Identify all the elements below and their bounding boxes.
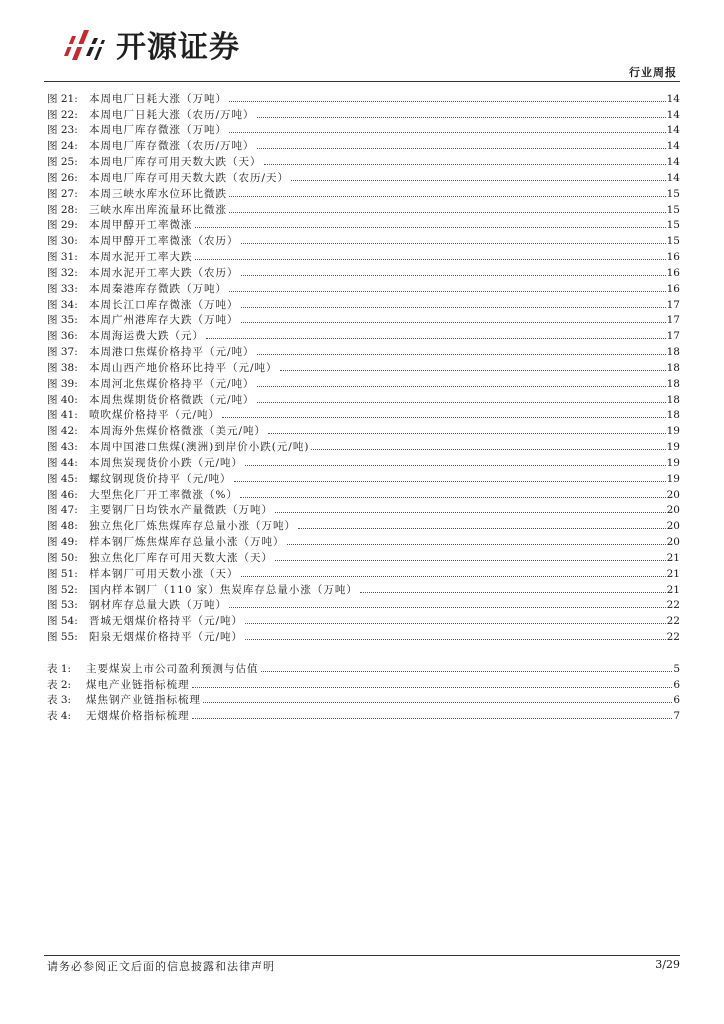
toc-leader-dots [264, 163, 666, 165]
toc-entry-title: 螺纹钢现货价持平（元/吨） [89, 472, 232, 485]
toc-entry-title: 本周甲醇开工率微涨（农历） [89, 235, 239, 248]
toc-entry[interactable] [47, 295, 680, 311]
toc-leader-dots [257, 147, 666, 149]
toc-entry-page: 6 [673, 694, 680, 707]
toc-entry[interactable] [47, 691, 680, 707]
toc-entry-title: 国内样本钢厂（110 家）焦炭库存总量小涨（万吨） [89, 583, 358, 596]
toc-entry-label: 图 37: [47, 346, 78, 359]
toc-entry-label: 图 47: [47, 504, 78, 517]
toc-entry[interactable] [47, 469, 680, 485]
toc-entry-title: 本周河北焦煤价格持平（元/吨） [89, 377, 255, 390]
toc-entry-label: 表 2: [47, 678, 72, 691]
toc-entry[interactable] [47, 263, 680, 279]
toc-entry[interactable] [47, 342, 680, 358]
toc-entry[interactable] [47, 706, 680, 722]
footer-disclaimer: 请务必参阅正文后面的信息披露和法律声明 [47, 960, 275, 973]
header-divider [44, 81, 680, 82]
toc-entry-page: 14 [666, 140, 680, 153]
toc-entry-title: 喷吹煤价格持平（元/吨） [89, 409, 221, 422]
toc-entry-label: 图 28: [47, 203, 78, 216]
toc-leader-dots [257, 385, 666, 387]
toc-entry-page: 5 [673, 662, 680, 675]
toc-entry-label: 图 53: [47, 599, 78, 612]
toc-entry-label: 图 26: [47, 171, 78, 184]
toc-leader-dots [268, 432, 666, 434]
toc-entry-label: 图 30: [47, 235, 78, 248]
toc-entry-label: 图 36: [47, 330, 78, 343]
toc-entry-page: 22 [666, 615, 680, 628]
toc-leader-dots [195, 258, 666, 260]
toc-entry[interactable] [47, 627, 680, 643]
toc-entry-label: 图 38: [47, 361, 78, 374]
toc-entry-label: 图 27: [47, 187, 78, 200]
toc-entry-page: 19 [666, 441, 680, 454]
toc-entry[interactable] [47, 406, 680, 422]
toc-entry-page: 18 [666, 377, 680, 390]
toc-entry-title: 样本钢厂可用天数小涨（天） [89, 567, 239, 580]
toc-entry-title: 本周水泥开工率大跌（农历） [89, 266, 239, 279]
toc-entry-title: 本周电厂库存可用天数大跌（天） [89, 156, 262, 169]
toc-leader-dots [192, 717, 673, 719]
toc-entry[interactable] [47, 516, 680, 532]
toc-entry-label: 图 40: [47, 393, 78, 406]
toc-entry-title: 本周港口焦煤价格持平（元/吨） [89, 346, 255, 359]
toc-entry-title: 主要煤炭上市公司盈利预测与估值 [86, 662, 259, 675]
toc-entry-label: 图 45: [47, 472, 78, 485]
toc-entry-title: 本周电厂库存微涨（农历/万吨） [89, 140, 255, 153]
toc-entry-title: 本周焦炭现货价小跌（元/吨） [89, 456, 244, 469]
toc-leader-dots [245, 638, 666, 640]
toc-entry-page: 15 [666, 219, 680, 232]
toc-entry-label: 图 54: [47, 615, 78, 628]
toc-entry[interactable] [47, 453, 680, 469]
toc-entry-page: 6 [673, 678, 680, 691]
toc-leader-dots [229, 131, 666, 133]
toc-entry-title: 本周水泥开工率大跌 [89, 251, 193, 264]
toc-entry[interactable] [47, 121, 680, 137]
toc-leader-dots [257, 353, 666, 355]
toc-entry[interactable] [47, 390, 680, 406]
toc-entry-page: 16 [666, 266, 680, 279]
toc-leader-dots [229, 211, 666, 213]
toc-entry[interactable] [47, 358, 680, 374]
toc-entry-page: 16 [666, 282, 680, 295]
toc-leader-dots [229, 606, 666, 608]
toc-leader-dots [206, 337, 666, 339]
toc-leader-dots [229, 195, 666, 197]
toc-entry-label: 图 52: [47, 583, 78, 596]
table-toc [47, 659, 680, 722]
toc-entry-title: 煤电产业链指标梳理 [86, 678, 190, 691]
toc-entry-label: 图 33: [47, 282, 78, 295]
toc-entry-label: 图 21: [47, 92, 78, 105]
toc-entry[interactable] [47, 501, 680, 517]
toc-leader-dots [298, 527, 666, 529]
toc-entry-label: 图 34: [47, 298, 78, 311]
brand-logo [62, 24, 240, 64]
toc-entry-page: 7 [673, 710, 680, 723]
toc-leader-dots [241, 321, 666, 323]
footer-divider [44, 955, 680, 956]
toc-entry-page: 14 [666, 156, 680, 169]
toc-entry-title: 本周山西产地价格环比持平（元/吨） [89, 361, 278, 374]
toc-entry-label: 图 43: [47, 441, 78, 454]
toc-entry[interactable] [47, 675, 680, 691]
toc-entry[interactable] [47, 200, 680, 216]
toc-leader-dots [203, 701, 672, 703]
toc-entry-page: 20 [666, 488, 680, 501]
toc-entry[interactable] [47, 216, 680, 232]
toc-entry-title: 独立焦化厂库存可用天数大涨（天） [89, 551, 273, 564]
toc-leader-dots [192, 686, 673, 688]
toc-entry-title: 样本钢厂炼焦煤库存总量小涨（万吨） [89, 536, 285, 549]
toc-leader-dots [287, 543, 666, 545]
toc-entry-label: 表 1: [47, 662, 72, 675]
toc-entry-title: 本周电厂日耗大涨（农历/万吨） [89, 108, 255, 121]
toc-entry-label: 图 24: [47, 140, 78, 153]
toc-entry-page: 22 [666, 630, 680, 643]
toc-entry-title: 本周甲醇开工率微涨 [89, 219, 193, 232]
toc-entry-label: 图 32: [47, 266, 78, 279]
toc-entry-page: 21 [666, 583, 680, 596]
toc-entry-page: 21 [666, 551, 680, 564]
toc-entry-title: 本周秦港库存微跌（万吨） [89, 282, 227, 295]
toc-entry-page: 14 [666, 108, 680, 121]
toc-leader-dots [311, 448, 665, 450]
toc-entry-label: 图 55: [47, 630, 78, 643]
toc-leader-dots [360, 591, 666, 593]
toc-leader-dots [245, 622, 666, 624]
toc-entry[interactable] [47, 532, 680, 548]
toc-entry-page: 15 [666, 187, 680, 200]
brand-name: 开源证券 [116, 30, 240, 65]
toc-entry-title: 本周海外焦煤价格微涨（美元/吨） [89, 425, 267, 438]
toc-entry-label: 图 23: [47, 124, 78, 137]
toc-leader-dots [275, 559, 666, 561]
toc-entry[interactable] [47, 421, 680, 437]
toc-entry-page: 17 [666, 314, 680, 327]
toc-entry-title: 独立焦化厂炼焦煤库存总量小涨（万吨） [89, 520, 296, 533]
toc-entry-title: 本周三峡水库水位环比微跌 [89, 187, 227, 200]
toc-entry[interactable] [47, 326, 680, 342]
toc-entry-page: 18 [666, 409, 680, 422]
toc-entry-page: 19 [666, 456, 680, 469]
toc-entry-page: 19 [666, 472, 680, 485]
toc-leader-dots [229, 290, 666, 292]
toc-entry[interactable] [47, 105, 680, 121]
toc-leader-dots [261, 670, 673, 672]
toc-entry[interactable] [47, 311, 680, 327]
toc-entry-title: 无烟煤价格指标梳理 [86, 710, 190, 723]
toc-entry[interactable] [47, 580, 680, 596]
toc-entry[interactable] [47, 231, 680, 247]
toc-entry-label: 图 49: [47, 536, 78, 549]
toc-entry-page: 18 [666, 361, 680, 374]
toc-leader-dots [234, 480, 666, 482]
toc-leader-dots [195, 226, 666, 228]
toc-entry-label: 图 41: [47, 409, 78, 422]
toc-entry-page: 14 [666, 92, 680, 105]
toc-entry[interactable] [47, 136, 680, 152]
toc-entry-title: 钢材库存总量大跌（万吨） [89, 599, 227, 612]
toc-entry-page: 20 [666, 520, 680, 533]
toc-entry-label: 图 42: [47, 425, 78, 438]
toc-leader-dots [241, 306, 666, 308]
toc-entry-label: 表 3: [47, 694, 72, 707]
toc-entry-label: 图 39: [47, 377, 78, 390]
toc-entry-title: 煤焦钢产业链指标梳理 [86, 694, 201, 707]
toc-entry-title: 本周电厂日耗大涨（万吨） [89, 92, 227, 105]
toc-entry[interactable] [47, 168, 680, 184]
toc-entry-title: 本周焦煤期货价格微跌（元/吨） [89, 393, 255, 406]
toc-entry-page: 14 [666, 171, 680, 184]
toc-entry-title: 本周电厂库存可用天数大跌（农历/天） [89, 171, 290, 184]
toc-entry-title: 本周长江口库存微涨（万吨） [89, 298, 239, 311]
toc-leader-dots [241, 575, 666, 577]
toc-entry-page: 17 [666, 330, 680, 343]
toc-entry-label: 图 50: [47, 551, 78, 564]
toc-entry-label: 图 35: [47, 314, 78, 327]
toc-entry-page: 14 [666, 124, 680, 137]
toc-entry-page: 21 [666, 567, 680, 580]
toc-entry-page: 22 [666, 599, 680, 612]
toc-entry-title: 本周中国港口焦煤(澳洲)到岸价小跌(元/吨) [89, 441, 310, 454]
toc-entry[interactable] [47, 374, 680, 390]
toc-entry-title: 本周广州港库存大跌（万吨） [89, 314, 239, 327]
toc-entry[interactable] [47, 89, 680, 105]
toc-entry-label: 图 22: [47, 108, 78, 121]
toc-entry-page: 15 [666, 235, 680, 248]
toc-entry[interactable] [47, 564, 680, 580]
toc-entry-label: 图 48: [47, 520, 78, 533]
toc-entry-label: 图 29: [47, 219, 78, 232]
toc-leader-dots [241, 242, 666, 244]
toc-leader-dots [257, 401, 666, 403]
toc-entry-label: 图 51: [47, 567, 78, 580]
toc-leader-dots [275, 511, 666, 513]
toc-entry[interactable] [47, 548, 680, 564]
toc-entry-page: 20 [666, 504, 680, 517]
toc-leader-dots [291, 179, 666, 181]
toc-entry-page: 18 [666, 393, 680, 406]
logo-icon [62, 26, 106, 62]
toc-entry-title: 晋城无烟煤价格持平（元/吨） [89, 615, 244, 628]
toc-entry-page: 19 [666, 425, 680, 438]
toc-entry[interactable] [47, 247, 680, 263]
toc-entry[interactable] [47, 184, 680, 200]
toc-entry-title: 本周电厂库存微涨（万吨） [89, 124, 227, 137]
toc-entry-title: 本周海运费大跌（元） [89, 330, 204, 343]
toc-entry-label: 图 46: [47, 488, 78, 501]
toc-leader-dots [241, 274, 666, 276]
toc-entry-label: 图 44: [47, 456, 78, 469]
toc-entry[interactable] [47, 596, 680, 612]
toc-entry-page: 18 [666, 346, 680, 359]
toc-leader-dots [240, 496, 666, 498]
toc-entry[interactable] [47, 659, 680, 675]
toc-entry[interactable] [47, 485, 680, 501]
toc-entry-label: 图 31: [47, 251, 78, 264]
figure-toc [47, 89, 680, 643]
toc-entry-label: 表 4: [47, 710, 72, 723]
toc-entry-label: 图 25: [47, 156, 78, 169]
toc-entry[interactable] [47, 437, 680, 453]
toc-entry[interactable] [47, 152, 680, 168]
toc-leader-dots [229, 100, 666, 102]
toc-entry-page: 15 [666, 203, 680, 216]
toc-entry-title: 三峡水库出库流量环比微涨 [89, 203, 227, 216]
toc-entry-title: 大型焦化厂开工率微涨（%） [89, 488, 238, 501]
toc-leader-dots [280, 369, 666, 371]
toc-entry-page: 20 [666, 536, 680, 549]
toc-leader-dots [257, 116, 666, 118]
toc-leader-dots [245, 464, 666, 466]
toc-leader-dots [222, 416, 666, 418]
page-number: 3/29 [655, 958, 680, 971]
toc-entry-page: 17 [666, 298, 680, 311]
toc-entry-title: 阳泉无烟煤价格持平（元/吨） [89, 630, 244, 643]
report-type: 行业周报 [629, 66, 677, 79]
toc-entry[interactable] [47, 279, 680, 295]
toc-entry-page: 16 [666, 251, 680, 264]
toc-entry-title: 主要钢厂日均铁水产量微跌（万吨） [89, 504, 273, 517]
toc-entry[interactable] [47, 611, 680, 627]
